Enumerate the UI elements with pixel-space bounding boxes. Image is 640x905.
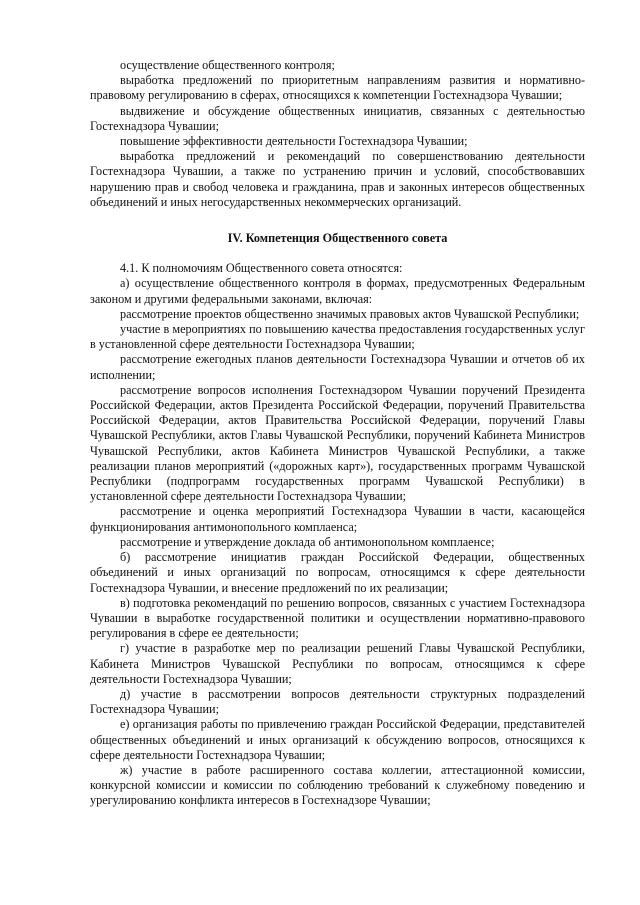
paragraph: б) рассмотрение инициатив граждан Российской Федерации, общественных объединений и иных организаций по вопросам, относящимся к сфере деятельности Гостехнадзора Чувашии, и внесение предложений по их реализации; — [90, 550, 585, 595]
paragraph: г) участие в разработке мер по реализации решений Главы Чувашской Республики, Кабинета Министров Чувашской Республики по вопросам, относящимся к сфере деятельности Гостехнадзора Чувашии; — [90, 641, 585, 686]
section-heading: IV. Компетенция Общественного совета — [227, 231, 448, 246]
paragraph: выработка предложений по приоритетным направлениям развития и нормативно-правовому регулированию в сферах, относящихся к компетенции Гостехнадзора Чувашии; — [90, 73, 585, 103]
paragraph: д) участие в рассмотрении вопросов деятельности структурных подразделений Гостехнадзора Чувашии; — [90, 686, 585, 717]
paragraph: участие в мероприятиях по повышению качества предоставления государственных услуг в установленной сфере деятельности Гостехнадзора Чувашии; — [90, 322, 585, 352]
paragraph: рассмотрение и оценка мероприятий Гостехнадзора Чувашии в части, касающейся функционирования антимонопольного комплаенса; — [90, 504, 585, 534]
paragraph: выдвижение и обсуждение общественных инициатив, связанных с деятельностью Гостехнадзора Чувашии; — [90, 103, 585, 133]
paragraph: а) осуществление общественного контроля в формах, предусмотренных Федеральным законом и другими федеральными законами, включая: — [90, 276, 585, 306]
paragraph: рассмотрение ежегодных планов деятельности Гостехнадзора Чувашии и отчетов об их исполнении; — [90, 352, 585, 382]
paragraph: е) организация работы по привлечению граждан Российской Федерации, представителей общественных объединений и иных организаций к обсуждению вопросов, относящихся к сфере деятельности Гостехнадзора Чувашии; — [90, 717, 585, 762]
paragraph: повышение эффективности деятельности Гостехнадзора Чувашии; — [120, 134, 468, 149]
paragraph: рассмотрение проектов общественно значимых правовых актов Чувашской Республики; — [120, 306, 580, 321]
paragraph: 4.1. К полномочиям Общественного совета относятся: — [120, 261, 403, 276]
paragraph: в) подготовка рекомендаций по решению вопросов, связанных с участием Гостехнадзора Чувашии в выработке государственной политики и осуществлении нормативно-правового регулирования в сфере ее деятельности; — [90, 595, 585, 641]
paragraph: рассмотрение вопросов исполнения Гостехнадзором Чувашии поручений Президента Российской Федерации, актов Президента Российской Федерации, поручений Правительства Российской Федерации, актов Правительства Российской Федерации, поручений Главы Чувашской Республики, актов Главы Чувашской Республики, поручений Кабинета Министров Чувашской Республики, актов Кабинета Министров Чувашской Республики, а также реализации планов мероприятий («дорожных карт»), государственных программ Чувашской Республики (подпрограмм государственных программ Чувашской Республики) в установленной сфере деятельности Гостехнадзора Чувашии; — [90, 382, 585, 504]
paragraph: ж) участие в работе расширенного состава коллегии, аттестационной комиссии, конкурсной комиссии и комиссии по соблюдению требований к служебному поведению и урегулированию конфликта интересов в Гостехнадзоре Чувашии; — [90, 762, 585, 808]
paragraph: выработка предложений и рекомендаций по совершенствованию деятельности Гостехнадзора Чувашии, а также по устранению причин и условий, способствовавших нарушению прав и свобод человека и гражданина, прав и законных интересов общественных объединений и иных негосударственных некоммерческих организаций. — [90, 149, 585, 209]
paragraph: рассмотрение и утверждение доклада об антимонопольном комплаенсе; — [120, 534, 495, 549]
paragraph: осуществление общественного контроля; — [120, 58, 335, 72]
